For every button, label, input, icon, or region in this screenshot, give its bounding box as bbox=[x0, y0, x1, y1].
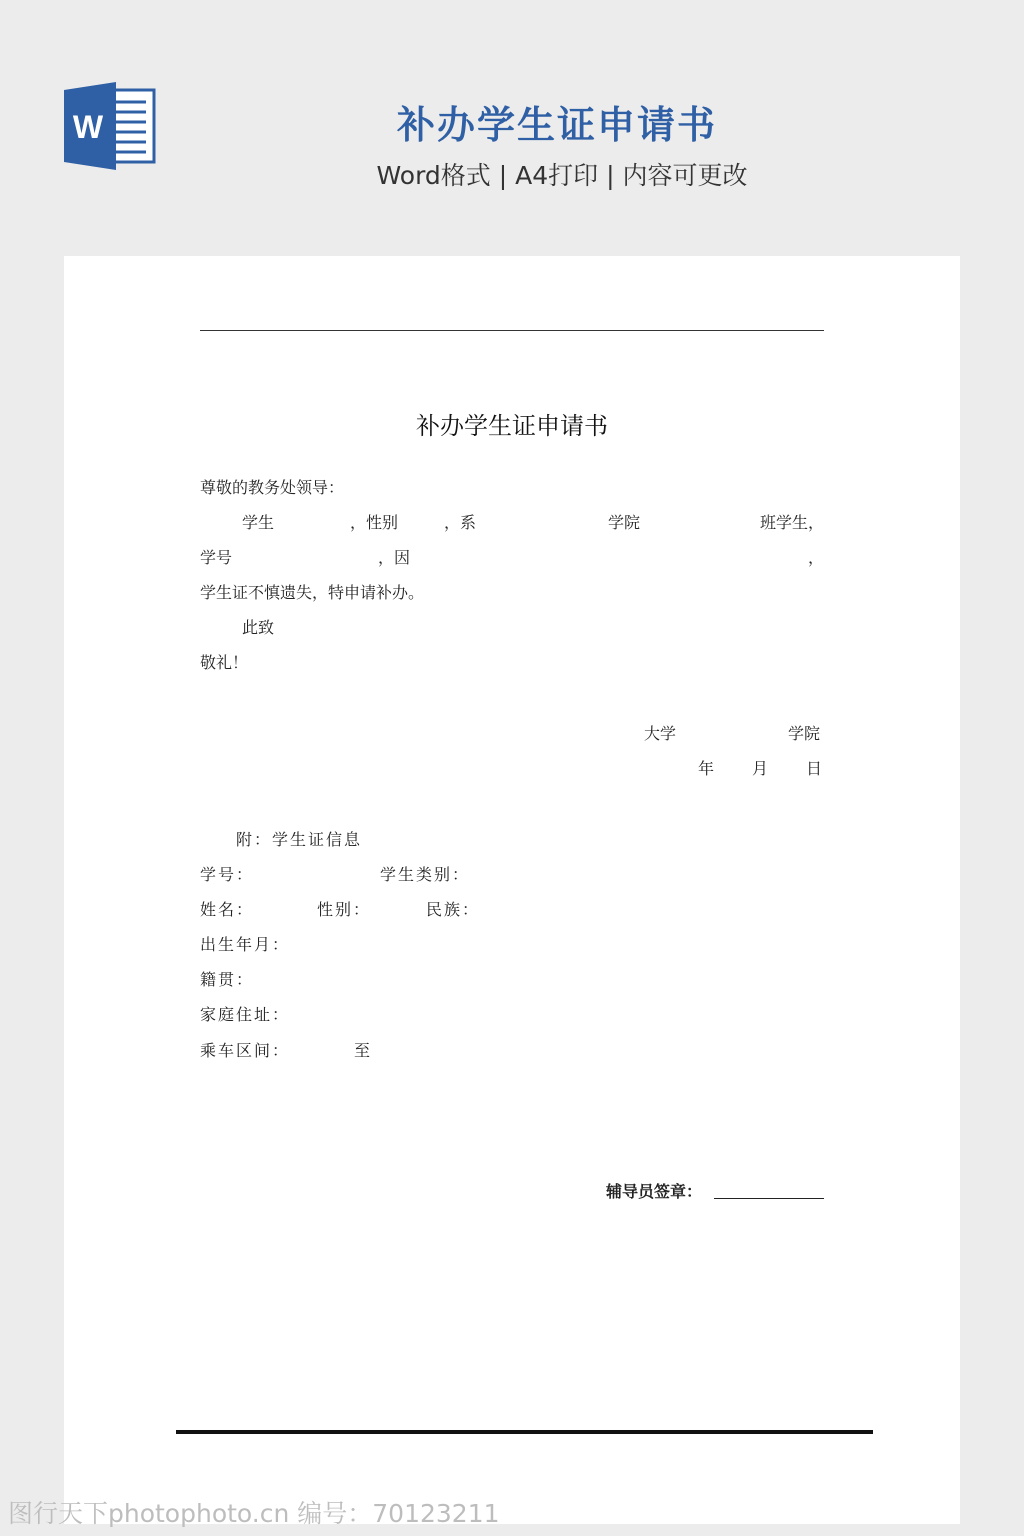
counselor-signature-label: 辅导员签章： bbox=[606, 1182, 703, 1201]
request-sentence: 学生证不慎遗失，特申请补办。 bbox=[200, 583, 425, 602]
field-class: 班学生， bbox=[760, 513, 825, 532]
attachment-birth: 出生年月： bbox=[200, 935, 291, 954]
page-header bbox=[0, 0, 1024, 256]
attachment-route: 乘车区间： bbox=[200, 1041, 291, 1060]
attachment-student-id: 学号： bbox=[200, 865, 255, 884]
closing-jing-li: 敬礼！ bbox=[200, 653, 249, 672]
attachment-ethnicity: 民族： bbox=[426, 900, 481, 919]
watermark-text: 图行天下photophoto.cn 编号：70123211 bbox=[8, 1499, 500, 1528]
header-title: 补办学生证申请书 bbox=[396, 103, 717, 147]
top-rule bbox=[200, 330, 824, 331]
attachment-heading: 附：学生证信息 bbox=[236, 830, 363, 849]
document-page bbox=[64, 256, 960, 1524]
line2-comma: ， bbox=[808, 548, 825, 567]
attachment-name: 姓名： bbox=[200, 900, 255, 919]
date-day: 日 bbox=[806, 759, 823, 778]
field-student-name: 学生 bbox=[242, 513, 275, 532]
field-reason: ，因 bbox=[378, 548, 411, 567]
attachment-origin: 籍贯： bbox=[200, 970, 255, 989]
bottom-rule bbox=[176, 1430, 873, 1434]
date-year: 年 bbox=[698, 759, 715, 778]
counselor-signature-blank bbox=[714, 1198, 824, 1199]
document-title: 补办学生证申请书 bbox=[416, 412, 608, 440]
svg-text:W: W bbox=[72, 109, 104, 145]
closing-ci-zhi: 此致 bbox=[242, 618, 275, 637]
attachment-route-to: 至 bbox=[354, 1041, 371, 1060]
signature-college: 学院 bbox=[788, 724, 821, 743]
field-gender: ，性别 bbox=[350, 513, 399, 532]
date-month: 月 bbox=[752, 759, 769, 778]
salutation: 尊敬的教务处领导： bbox=[200, 478, 345, 497]
attachment-gender: 性别： bbox=[317, 900, 372, 919]
signature-university: 大学 bbox=[644, 724, 677, 743]
field-college: 学院 bbox=[608, 513, 641, 532]
attachment-student-type: 学生类别： bbox=[380, 865, 471, 884]
attachment-address: 家庭住址： bbox=[200, 1005, 291, 1024]
field-student-id: 学号 bbox=[200, 548, 233, 567]
field-department: ，系 bbox=[444, 513, 477, 532]
header-subtitle: Word格式 | A4打印 | 内容可更改 bbox=[376, 161, 748, 190]
